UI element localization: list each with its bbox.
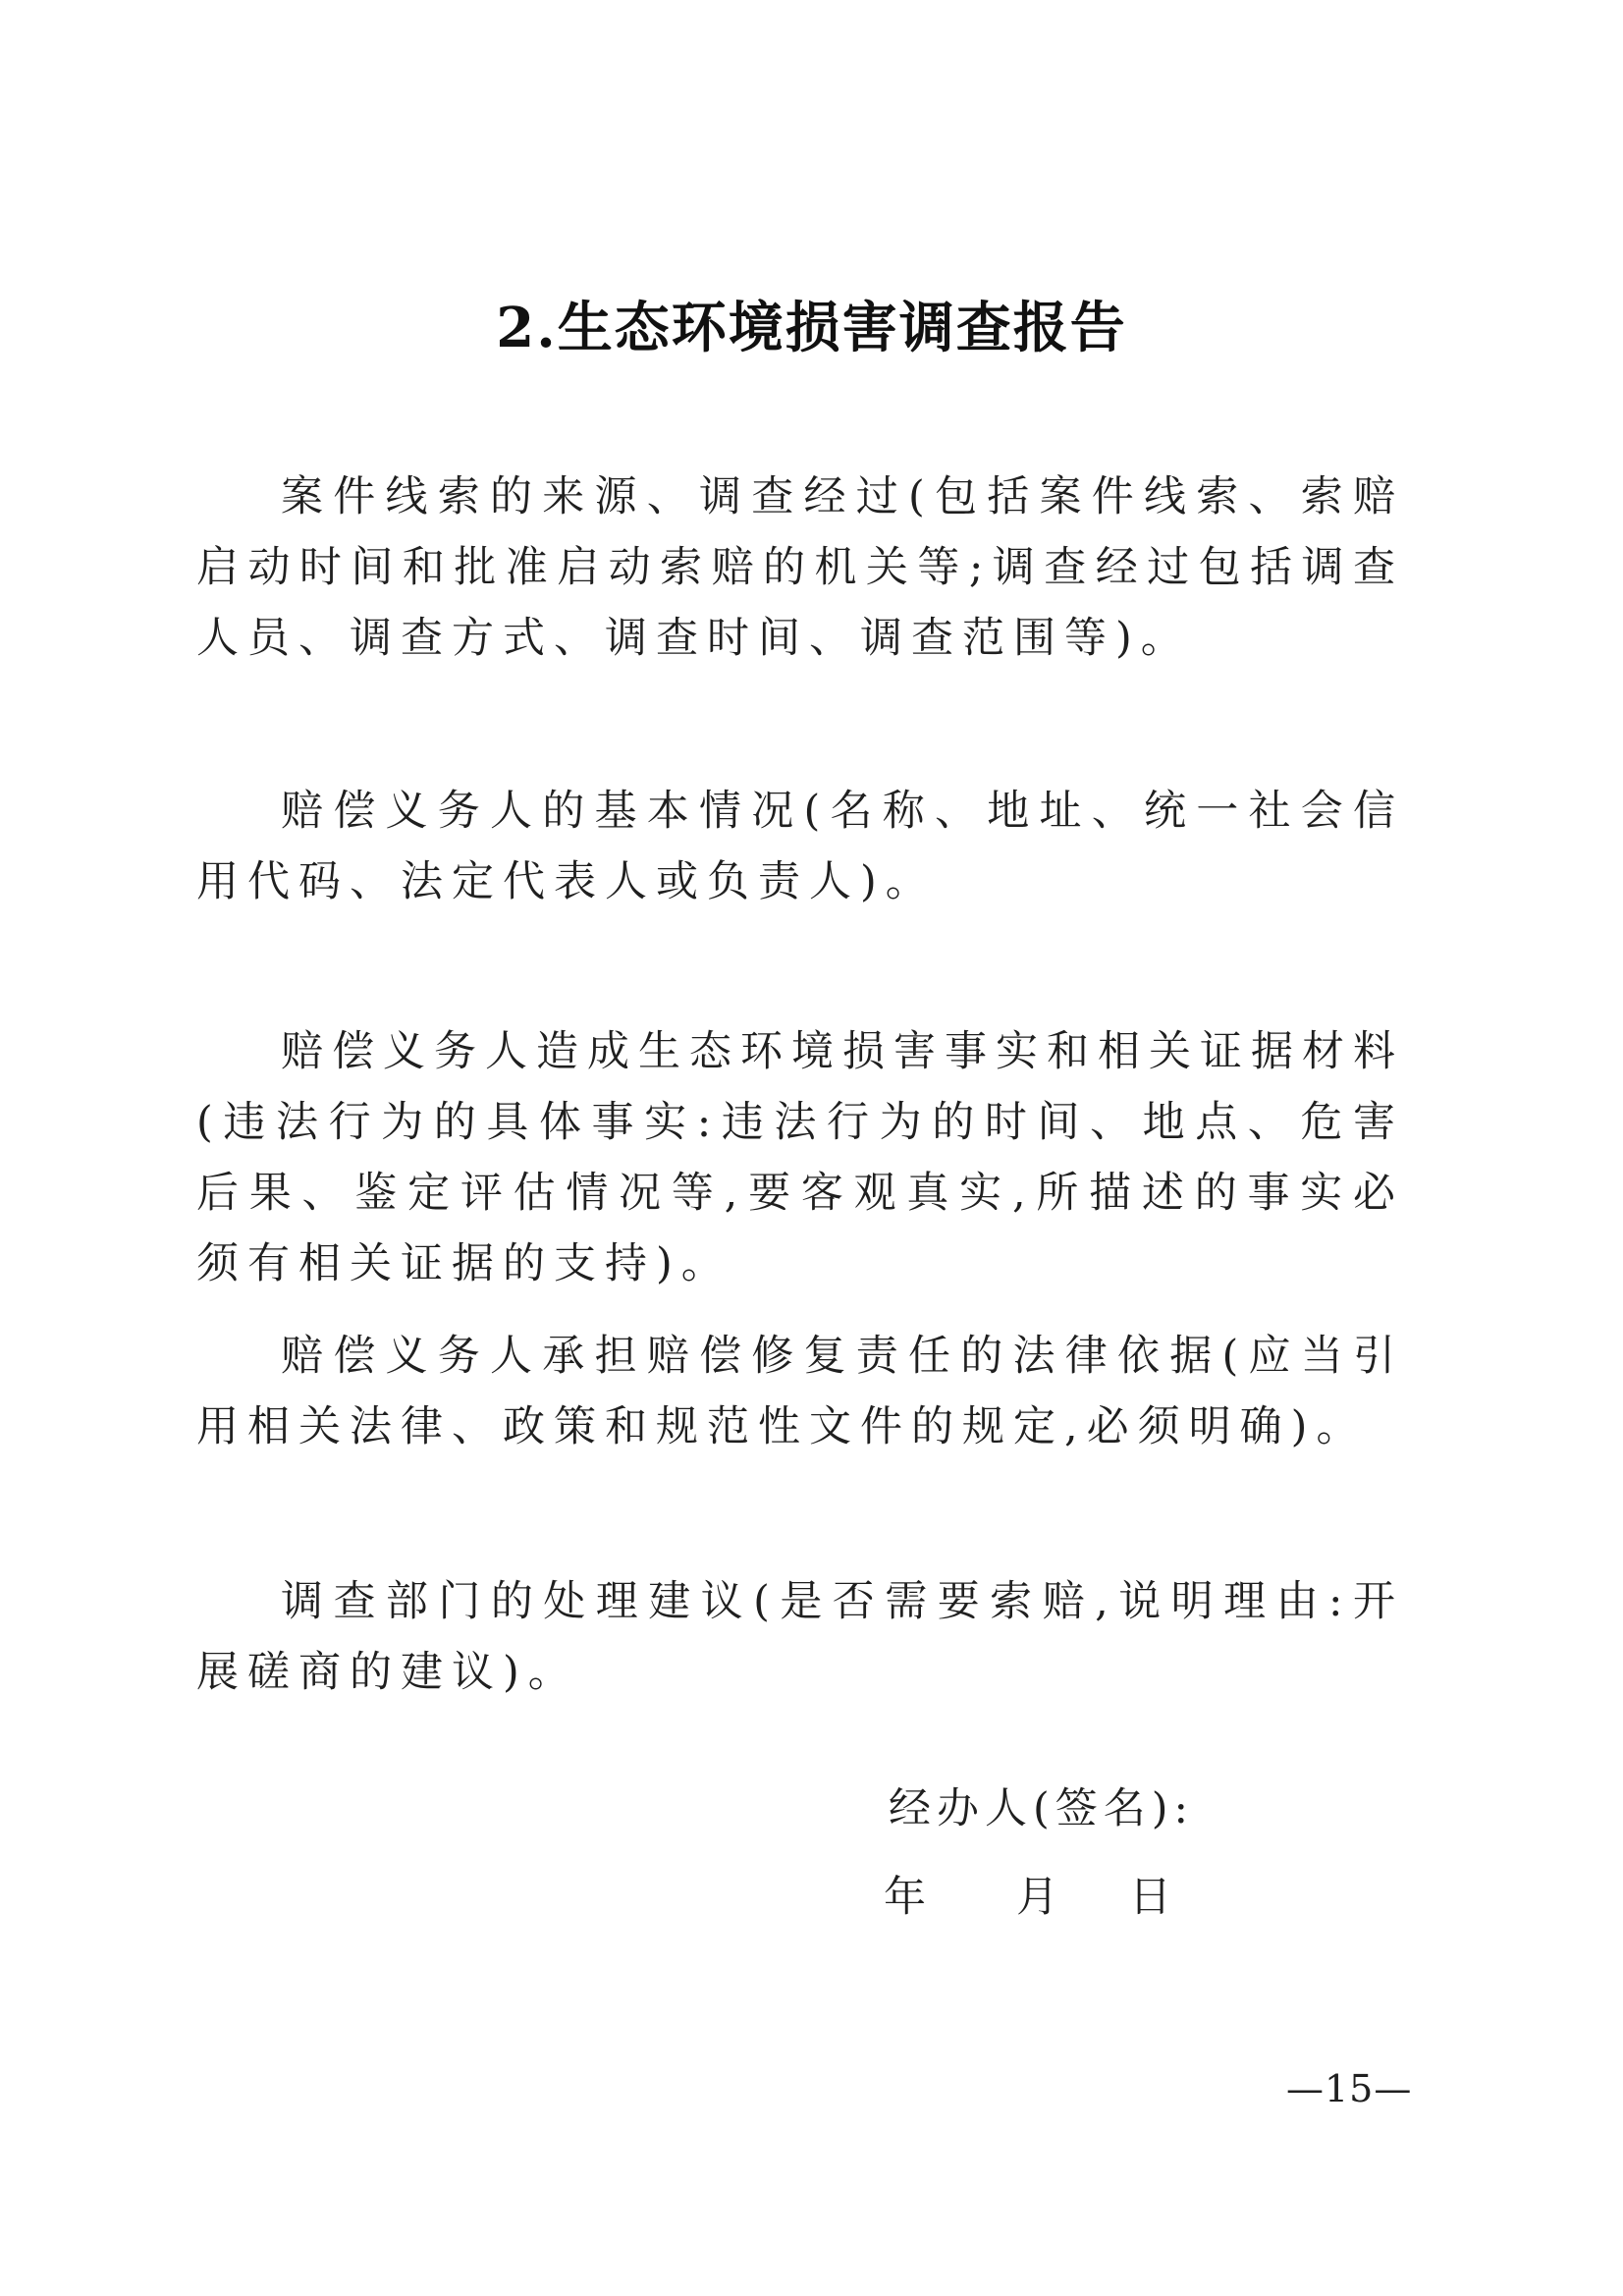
- paragraph-obligor-info: 赔偿义务人的基本情况(名称、地址、统一社会信用代码、法定代表人或负责人)。: [196, 787, 1404, 906]
- date-day-label: 日: [1129, 1873, 1171, 1922]
- paragraph-case-source: 案件线索的来源、调查经过(包括案件线索、索赔启动时间和批准启动索赔的机关等;调查经过包括调查人员、调查方式、调查时间、调查范围等)。: [196, 472, 1404, 663]
- paragraph-damage-facts: 赔偿义务人造成生态环境损害事实和相关证据材料(违法行为的具体事实:违法行为的时间、地点、危害后果、鉴定评估情况等,要客观真实,所描述的事实必须有相关证据的支持)。: [196, 1027, 1404, 1288]
- date-year-label: 年: [884, 1873, 926, 1922]
- signature-label: 经办人(签名):: [889, 1784, 1195, 1833]
- document-title: 2.生态环境损害调查报告: [496, 296, 1127, 360]
- paragraph-legal-basis: 赔偿义务人承担赔偿修复责任的法律依据(应当引用相关法律、政策和规范性文件的规定,必须明确)。: [196, 1332, 1404, 1451]
- page-number: —15—: [1286, 2067, 1413, 2110]
- date-month-label: 月: [1016, 1873, 1058, 1922]
- paragraph-handling-suggestion: 调查部门的处理建议(是否需要索赔,说明理由:开展磋商的建议)。: [196, 1577, 1404, 1697]
